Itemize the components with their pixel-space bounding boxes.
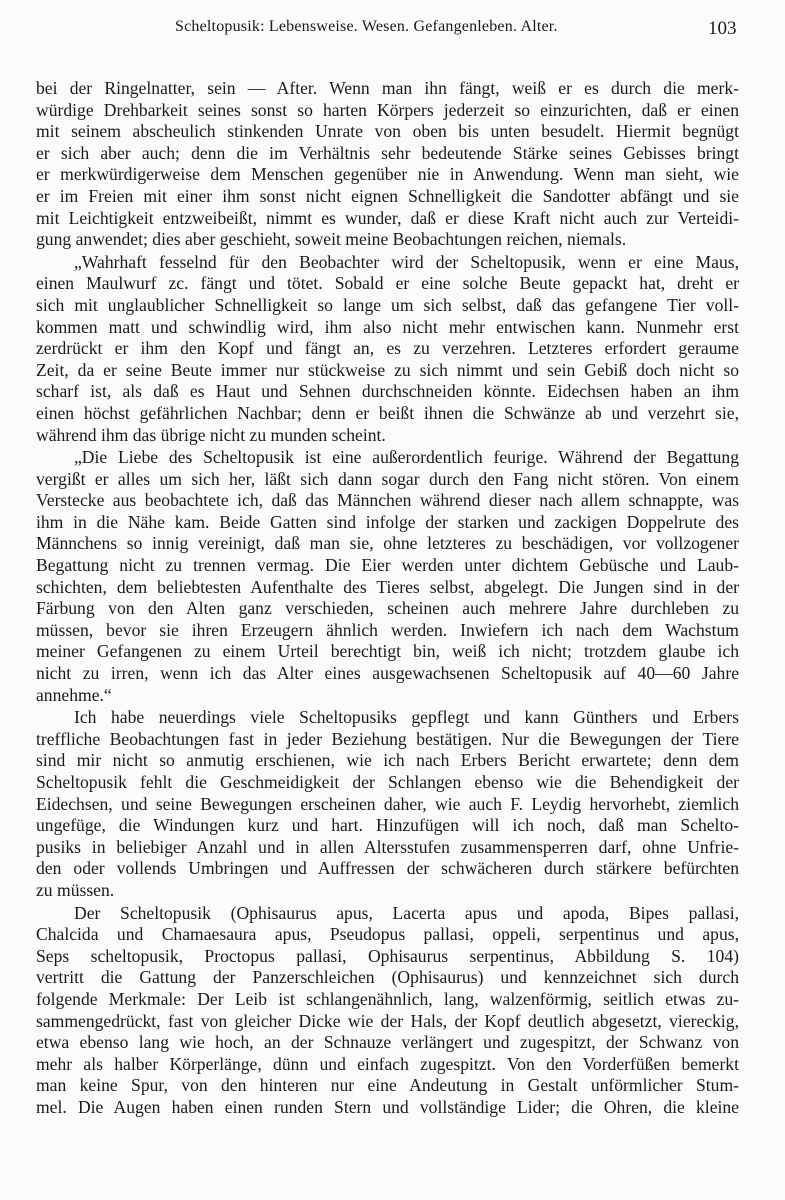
text-line: ihm in die Nähe kam. Beide Gatten sind infolge der starken und zackigen Doppelrute des: [36, 511, 739, 532]
text-line: man keine Spur, von den hinteren nur eine Andeutung in Gestalt unförmlicher Stum-: [36, 1075, 739, 1096]
text-line: treffliche Beobachtungen fast in jeder Beziehung bestätigen. Nur die Bewegungen der Tiere: [36, 728, 739, 749]
text-line: Seps scheltopusik, Proctopus pallasi, Ophisaurus serpentinus, Abbildung S. 104): [36, 945, 739, 966]
text-line: während ihm das übrige nicht zu munden scheint.: [36, 424, 386, 445]
text-line: bei der Ringelnatter, sein — After. Wenn man ihn fängt, weiß er es durch die merk-: [36, 78, 739, 98]
text-line: „Wahrhaft fesselnd für den Beobachter wird der Scheltopusik, wenn er eine Maus,: [74, 251, 739, 272]
text-line: Chalcida und Chamaesaura apus, Pseudopus pallasi, oppeli, serpentinus und apus,: [36, 924, 739, 945]
text-line: er im Freien mit einer ihm sonst nicht eignen Schnelligkeit die Sandotter abfängt und sie: [36, 185, 739, 206]
text-line: pusiks in beliebiger Anzahl und in allen Altersstufen zusammensperren darf, ohne Unfrie-: [36, 836, 739, 857]
text-line: einen Maulwurf zc. fängt und tötet. Sobald er eine solche Beute gepackt hat, dreht er: [36, 273, 739, 294]
text-line: Verstecke aus beobachtete ich, daß das Männchen während dieser nach allem schnappte, was: [36, 490, 739, 511]
body-text: [36, 78, 739, 1119]
text-line: Ich habe neuerdings viele Scheltopusiks gepflegt und kann Günthers und Erbers: [74, 707, 739, 728]
text-line: gung anwendet; dies aber geschieht, soweit meine Beobachtungen reichen, niemals.: [36, 229, 627, 250]
paragraph: [36, 707, 739, 901]
text-line: sammengedrückt, fast von gleicher Dicke wie der Hals, der Kopf deutlich abgesetzt, viereckig,: [36, 1010, 739, 1031]
text-line: müssen, bevor sie ihren Erzeugern ähnlich werden. Inwiefern ich nach dem Wachstum: [36, 619, 739, 640]
text-line: folgende Merkmale: Der Leib ist schlangenähnlich, lang, walzenförmig, seitlich etwas zu-: [36, 988, 739, 1009]
text-line: mit seinem abscheulich stinkenden Unrate von oben bis unten besudelt. Hiermit begnügt: [36, 121, 739, 142]
text-line: den oder vollends Umbringen und Auffressen der schwächeren durch stärkere befürchten: [36, 858, 739, 879]
text-line: kommen matt und schwindlig wird, ihm also nicht mehr entwischen kann. Nunmehr erst: [36, 316, 739, 337]
running-head: [0, 14, 785, 44]
text-line: Scheltopusik fehlt die Geschmeidigkeit der Schlangen ebenso wie die Behendigkeit der: [36, 772, 739, 792]
paragraph: [36, 447, 739, 706]
text-line: etwa ebenso lang wie hoch, an der Schnauze verlängert und zugespitzt, der Schwanz von: [36, 1032, 739, 1053]
text-line: zu müssen.: [36, 879, 115, 900]
text-line: vergißt er alles um sich her, läßt sich dann sogar durch den Fang nicht stören. Von einem: [36, 468, 739, 489]
text-line: einen höchst gefährlichen Nachbar; denn er beißt ihnen die Schwänze ab und verzehrt sie,: [36, 402, 739, 423]
text-line: würdige Drehbarkeit seines sonst so harten Körpers jederzeit so einzurichten, daß er einen: [36, 99, 739, 120]
text-line: schichten, dem beliebtesten Aufenthalte des Tieres selbst, abgelegt. Die Jungen sind in der: [36, 576, 739, 597]
page-number: 103: [708, 18, 737, 39]
paragraph: [36, 903, 739, 1119]
text-line: vertritt die Gattung der Panzerschleichen (Ophisaurus) und kennzeichnet sich durch: [36, 967, 739, 988]
text-line: Eidechsen, und seine Bewegungen erscheinen daher, wie auch F. Leydig hervorhebt, ziemlich: [36, 793, 739, 814]
text-line: nicht zu irren, wenn ich das Alter eines ausgewachsenen Scheltopusik auf 40—60 Jahre: [36, 663, 739, 684]
text-line: Der Scheltopusik (Ophisaurus apus, Lacerta apus und apoda, Bipes pallasi,: [74, 902, 739, 923]
text-line: sich mit unglaublicher Schnelligkeit so lange um sich selbst, daß das gefangene Tier voll-: [36, 294, 739, 315]
text-line: meiner Gefangenen zu einem Urteil berechtigt bin, weiß ich nicht; trotzdem glaube ich: [36, 641, 739, 662]
paragraph: [36, 78, 739, 251]
running-title: Scheltopusik: Lebensweise. Wesen. Gefangenleben. Alter.: [175, 18, 558, 35]
text-line: mehr als halber Körperlänge, dünn und einfach zugespitzt. Von den Vorderfüßen bemerkt: [36, 1053, 739, 1074]
text-line: er sich aber auch; denn die im Verhältnis sehr bedeutende Stärke seines Gebisses bringt: [36, 142, 739, 163]
text-line: mel. Die Augen haben einen runden Stern und vollständige Lider; die Ohren, die kleine: [36, 1096, 739, 1117]
text-line: mit Leichtigkeit entzweibeißt, nimmt es wunder, daß er diese Kraft nicht auch zur Verteidi-: [36, 207, 739, 228]
paragraph: [36, 252, 739, 446]
text-line: er merkwürdigerweise dem Menschen gegenüber nie in Anwendung. Wenn man sieht, wie: [36, 164, 739, 185]
text-line: annehme.“: [36, 684, 112, 705]
text-line: zerdrückt er ihm den Kopf und fängt an, es zu verzehren. Letzteres erfordert geraume: [36, 338, 739, 359]
text-line: „Die Liebe des Scheltopusik ist eine außerordentlich feurige. Während der Begattung: [74, 447, 739, 468]
text-line: Zeit, da er seine Beute immer nur stückweise zu sich nimmt und sein Gebiß doch nicht so: [36, 359, 739, 380]
text-line: scharf ist, als daß es Haut und Sehnen durchschneiden könnte. Eidechsen haben an ihm: [36, 381, 739, 402]
text-line: Männchens so innig vereinigt, daß man sie, ohne letzteres zu beschädigen, vor vollzogener: [36, 533, 739, 554]
text-line: Begattung nicht zu trennen vermag. Die Eier werden unter dichtem Gebüsche und Laub-: [36, 555, 739, 576]
text-line: ungefüge, die Windungen kurz und hart. Hinzufügen will ich noch, daß man Schelto-: [36, 815, 739, 836]
text-line: Färbung von den Alten ganz verschieden, scheinen auch mehrere Jahre durchleben zu: [36, 598, 739, 619]
text-line: sind mir nicht so anmutig erschienen, wie ich nach Erbers Bericht erwartete; denn dem: [36, 750, 739, 771]
